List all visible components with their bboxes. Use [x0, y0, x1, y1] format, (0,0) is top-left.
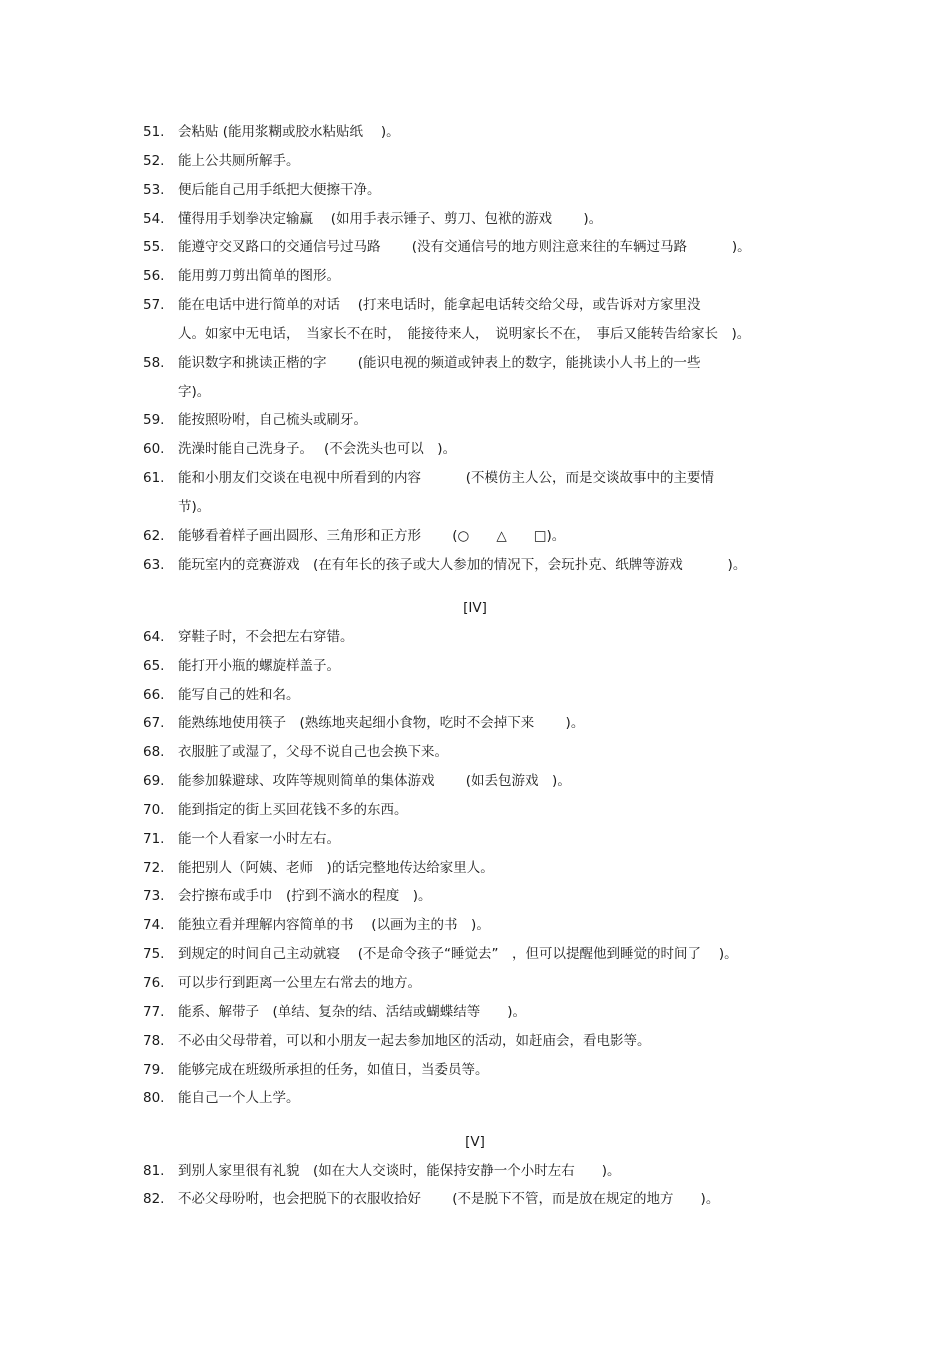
- item-text: 能参加躲避球、攻阵等规则简单的集体游戏 (如丢包游戏 )。: [178, 773, 571, 790]
- list-item: [0, 176, 950, 205]
- item-text: 能把别人（阿姨、老师 )的话完整地传达给家里人。: [178, 859, 494, 876]
- item-text: 能在电话中进行简单的对话 (打来电话时，能拿起电话转交给父母，或告诉对方家里没 人。如家中无电话， 当家长不在时， 能接待来人， 说明家长不在， 事后又能转告给家长 )。: [178, 297, 751, 342]
- list-item: [0, 998, 950, 1027]
- item-text: 能按照吩咐，自己梳头或刷牙。: [178, 412, 367, 429]
- item-text: 能打开小瓶的螺旋样盖子。: [178, 657, 340, 674]
- item-text: 能遵守交叉路口的交通信号过马路 (没有交通信号的地方则注意来往的车辆过马路 )。: [178, 239, 751, 256]
- item-text: 洗澡时能自己洗身子。 (不会洗头也可以 )。: [178, 441, 457, 458]
- item-number: 77.: [143, 1003, 165, 1020]
- item-number: 58.: [143, 354, 165, 371]
- item-number: 78.: [143, 1032, 165, 1049]
- item-text: 衣服脏了或湿了，父母不说自己也会换下来。: [178, 744, 448, 761]
- list-item: [0, 522, 950, 551]
- item-text: 能系、解带子 (单结、复杂的结、活结或蝴蝶结等 )。: [178, 1003, 527, 1020]
- list-item: [0, 1185, 950, 1214]
- item-text: 能写自己的姓和名。: [178, 686, 300, 703]
- item-text: 能独立看并理解内容简单的书 (以画为主的书 )。: [178, 917, 490, 934]
- item-number: 70.: [143, 801, 165, 818]
- list-item: [0, 882, 950, 911]
- list-item: [0, 147, 950, 176]
- item-number: 62.: [143, 527, 165, 544]
- list-item: [0, 623, 950, 652]
- section-heading: [0, 594, 950, 623]
- list-item: [0, 233, 950, 262]
- item-text: 能用剪刀剪出简单的图形。: [178, 268, 340, 285]
- item-text: 会粘贴 (能用浆糊或胶水粘贴纸 )。: [178, 124, 400, 140]
- item-number: 60.: [143, 441, 165, 458]
- item-text: 能一个人看家一小时左右。: [178, 830, 340, 847]
- list-item: [0, 940, 950, 969]
- item-text: 能和小朋友们交谈在电视中所看到的内容 (不模仿主人公，而是交谈故事中的主要情 节)。: [178, 470, 715, 515]
- list-item: [0, 1084, 950, 1113]
- item-text: 能上公共厕所解手。: [178, 152, 300, 169]
- list-item: [0, 1027, 950, 1056]
- item-number: 73.: [143, 888, 165, 905]
- item-number: 75.: [143, 946, 165, 963]
- list-item: [0, 464, 950, 522]
- item-number: 56.: [143, 268, 165, 285]
- list-item: [0, 854, 950, 883]
- item-number: 65.: [143, 657, 165, 674]
- item-text: 不必父母吩咐，也会把脱下的衣服收拾好 (不是脱下不管，而是放在规定的地方 )。: [178, 1191, 720, 1208]
- list-item: [0, 767, 950, 796]
- item-number: 68.: [143, 744, 165, 761]
- checklist: [0, 118, 950, 1214]
- list-item: [0, 911, 950, 940]
- list-item: [0, 551, 950, 580]
- list-item: [0, 796, 950, 825]
- item-number: 82.: [143, 1191, 165, 1208]
- item-number: 67.: [143, 715, 165, 732]
- list-item: [0, 262, 950, 291]
- item-text: 能够看着样子画出圆形、三角形和正方形 (○ △ □)。: [178, 527, 566, 544]
- list-item: [0, 652, 950, 681]
- list-item: [0, 406, 950, 435]
- list-item: [0, 681, 950, 710]
- item-number: 80.: [143, 1090, 165, 1107]
- item-number: 81.: [143, 1162, 165, 1179]
- item-text: 穿鞋子时，不会把左右穿错。: [178, 628, 354, 645]
- item-text: 能自己一个人上学。: [178, 1090, 300, 1107]
- section-gap: [0, 580, 950, 595]
- item-number: 52.: [143, 152, 165, 169]
- list-item: [0, 1056, 950, 1085]
- item-number: 55.: [143, 239, 165, 256]
- item-text: 能识数字和挑读正楷的字 (能识电视的频道或钟表上的数字，能挑读小人书上的一些 字)。: [178, 354, 701, 400]
- list-item: [0, 291, 950, 349]
- item-number: 53.: [143, 181, 165, 198]
- section-heading-text: [IV]: [463, 600, 487, 616]
- item-number: 51.: [143, 124, 165, 140]
- list-item: [0, 1157, 950, 1186]
- list-item: [0, 435, 950, 464]
- item-text: 能熟练地使用筷子 (熟练地夹起细小食物，吃时不会掉下来 )。: [178, 715, 585, 732]
- list-item: [0, 825, 950, 854]
- item-number: 74.: [143, 917, 165, 934]
- item-text: 可以步行到距离一公里左右常去的地方。: [178, 974, 421, 991]
- item-number: 59.: [143, 412, 165, 429]
- list-item: [0, 709, 950, 738]
- item-text: 便后能自己用手纸把大便擦干净。: [178, 181, 381, 198]
- item-text: 到规定的时间自己主动就寝 (不是命令孩子“睡觉去” ，但可以提醒他到睡觉的时间了 )。: [178, 946, 738, 963]
- item-number: 71.: [143, 830, 165, 847]
- item-number: 57.: [143, 297, 165, 314]
- item-number: 79.: [143, 1061, 165, 1078]
- item-text: 懂得用手划拳决定输赢 (如用手表示锤子、剪刀、包袱的游戏 )。: [178, 210, 603, 227]
- item-text: 会拧擦布或手巾 (拧到不滴水的程度 )。: [178, 888, 432, 905]
- item-number: 76.: [143, 974, 165, 991]
- section-heading-text: [V]: [465, 1133, 485, 1150]
- item-text: 能到指定的街上买回花钱不多的东西。: [178, 801, 408, 818]
- item-number: 66.: [143, 686, 165, 703]
- section-gap: [0, 1113, 950, 1128]
- item-number: 63.: [143, 556, 165, 573]
- item-number: 64.: [143, 628, 165, 645]
- list-item: [0, 738, 950, 767]
- list-item: [0, 349, 950, 407]
- item-text: 不必由父母带着，可以和小朋友一起去参加地区的活动，如赶庙会，看电影等。: [178, 1032, 651, 1049]
- list-item: [0, 118, 950, 147]
- list-item: [0, 969, 950, 998]
- list-item: [0, 205, 950, 234]
- item-text: 能够完成在班级所承担的任务，如值日，当委员等。: [178, 1061, 489, 1078]
- item-text: 到别人家里很有礼貌 (如在大人交谈时，能保持安静一个小时左右 )。: [178, 1162, 621, 1179]
- section-heading: [0, 1128, 950, 1157]
- item-number: 72.: [143, 859, 165, 876]
- item-number: 69.: [143, 773, 165, 790]
- item-text: 能玩室内的竞赛游戏 (在有年长的孩子或大人参加的情况下，会玩扑克、纸牌等游戏 )。: [178, 556, 747, 573]
- item-number: 54.: [143, 210, 165, 227]
- item-number: 61.: [143, 470, 165, 487]
